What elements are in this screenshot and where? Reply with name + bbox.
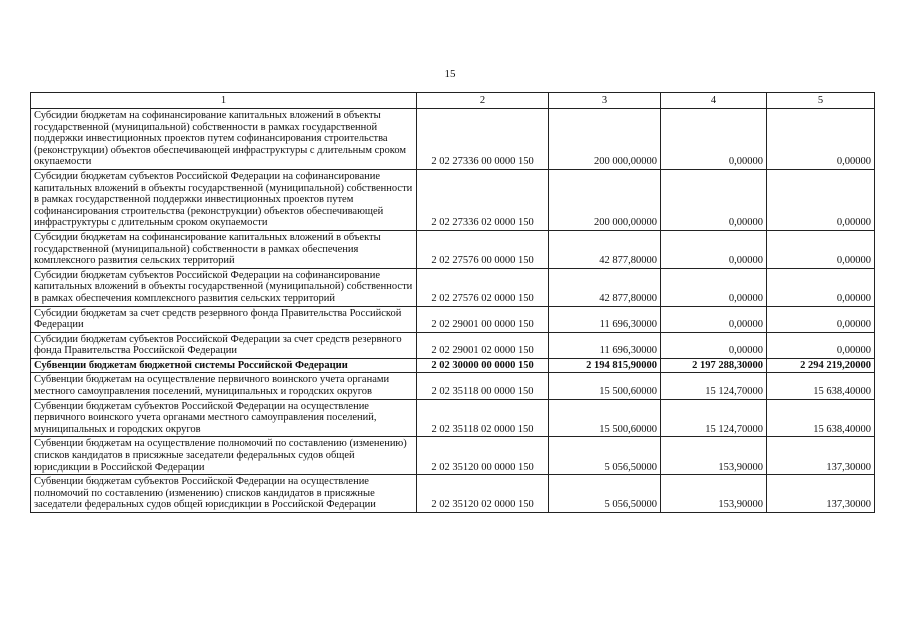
row-value-col3: 5 056,50000 (549, 437, 661, 475)
page-number: 15 (444, 68, 456, 80)
row-value-col3: 11 696,30000 (549, 332, 661, 358)
row-value-col4: 0,00000 (661, 230, 767, 268)
row-description: Субсидии бюджетам субъектов Российской Федерации на софинансирование капитальных вложений в объекты государственной (муниципальной) собственности в рамках обеспечения комплексного развития сельских территорий (31, 268, 417, 306)
row-code: 2 02 27576 02 0000 150 (417, 268, 549, 306)
row-value-col4: 0,00000 (661, 109, 767, 170)
budget-table (30, 92, 875, 513)
header-row (31, 93, 875, 109)
row-value-col5: 15 638,40000 (767, 399, 875, 437)
row-value-col4: 153,90000 (661, 475, 767, 513)
row-code: 2 02 35118 02 0000 150 (417, 399, 549, 437)
row-description: Субсидии бюджетам на софинансирование капитальных вложений в объекты государственной (муниципальной) собственности в рамках государственной поддержки инвестиционных проектов путем софинансирования строительства (реконструкции) объектов обеспечивающей инфраструктуры с длительным сроком окупаемости (31, 109, 417, 170)
row-value-col3: 2 194 815,90000 (549, 358, 661, 373)
row-description: Субсидии бюджетам субъектов Российской Федерации на софинансирование капитальных вложений в объекты государственной (муниципальной) собственности в рамках государственной поддержки инвестиционных проектов путем софинансирования строительства (реконструкции) объектов обеспечивающей инфраструктуры с длительным сроком окупаемости (31, 169, 417, 230)
table-row (31, 437, 875, 475)
row-description: Субвенции бюджетам на осуществление полномочий по составлению (изменению) списков кандидатов в присяжные заседатели федеральных судов общей юрисдикции в Российской Федерации (31, 437, 417, 475)
row-value-col4: 2 197 288,30000 (661, 358, 767, 373)
row-description: Субвенции бюджетам на осуществление первичного воинского учета органами местного самоуправления поселений, муниципальных и городских округов (31, 373, 417, 399)
row-value-col4: 0,00000 (661, 332, 767, 358)
row-value-col3: 42 877,80000 (549, 268, 661, 306)
table-row (31, 358, 875, 373)
row-value-col3: 200 000,00000 (549, 109, 661, 170)
row-value-col4: 0,00000 (661, 169, 767, 230)
row-description: Субвенции бюджетам субъектов Российской Федерации на осуществление первичного воинского учета органами местного самоуправления поселений, муниципальных и городских округов (31, 399, 417, 437)
row-description: Субвенции бюджетам бюджетной системы Российской Федерации (31, 358, 417, 373)
row-value-col3: 15 500,60000 (549, 399, 661, 437)
row-description: Субсидии бюджетам за счет средств резервного фонда Правительства Российской Федерации (31, 306, 417, 332)
row-value-col5: 2 294 219,20000 (767, 358, 875, 373)
row-code: 2 02 35120 00 0000 150 (417, 437, 549, 475)
row-code: 2 02 27336 02 0000 150 (417, 169, 549, 230)
table-row (31, 268, 875, 306)
row-value-col3: 11 696,30000 (549, 306, 661, 332)
row-value-col4: 0,00000 (661, 268, 767, 306)
row-value-col3: 200 000,00000 (549, 169, 661, 230)
column-header: 1 (31, 93, 417, 109)
table-row (31, 332, 875, 358)
row-description: Субвенции бюджетам субъектов Российской Федерации на осуществление полномочий по составлению (изменению) списков кандидатов в присяжные заседатели федеральных судов общей юрисдикции в Российской Федерации (31, 475, 417, 513)
row-value-col3: 5 056,50000 (549, 475, 661, 513)
table-row (31, 169, 875, 230)
row-value-col5: 0,00000 (767, 109, 875, 170)
row-code: 2 02 27336 00 0000 150 (417, 109, 549, 170)
table-row (31, 373, 875, 399)
row-value-col4: 153,90000 (661, 437, 767, 475)
row-code: 2 02 35120 02 0000 150 (417, 475, 549, 513)
row-value-col5: 137,30000 (767, 437, 875, 475)
row-code: 2 02 30000 00 0000 150 (417, 358, 549, 373)
column-header: 4 (661, 93, 767, 109)
row-value-col4: 0,00000 (661, 306, 767, 332)
column-header: 5 (767, 93, 875, 109)
column-header: 2 (417, 93, 549, 109)
table-row (31, 399, 875, 437)
row-value-col5: 0,00000 (767, 268, 875, 306)
row-value-col3: 42 877,80000 (549, 230, 661, 268)
row-code: 2 02 27576 00 0000 150 (417, 230, 549, 268)
row-code: 2 02 29001 02 0000 150 (417, 332, 549, 358)
table-row (31, 475, 875, 513)
table-row (31, 230, 875, 268)
row-value-col5: 0,00000 (767, 332, 875, 358)
table-row (31, 306, 875, 332)
table-row (31, 109, 875, 170)
column-header: 3 (549, 93, 661, 109)
row-value-col5: 0,00000 (767, 306, 875, 332)
row-description: Субсидии бюджетам субъектов Российской Федерации за счет средств резервного фонда Правительства Российской Федерации (31, 332, 417, 358)
row-value-col4: 15 124,70000 (661, 399, 767, 437)
row-value-col5: 15 638,40000 (767, 373, 875, 399)
row-value-col3: 15 500,60000 (549, 373, 661, 399)
row-value-col5: 0,00000 (767, 230, 875, 268)
row-value-col5: 137,30000 (767, 475, 875, 513)
row-value-col4: 15 124,70000 (661, 373, 767, 399)
row-code: 2 02 35118 00 0000 150 (417, 373, 549, 399)
row-code: 2 02 29001 00 0000 150 (417, 306, 549, 332)
row-value-col5: 0,00000 (767, 169, 875, 230)
row-description: Субсидии бюджетам на софинансирование капитальных вложений в объекты государственной (муниципальной) собственности в рамках обеспечения комплексного развития сельских территорий (31, 230, 417, 268)
